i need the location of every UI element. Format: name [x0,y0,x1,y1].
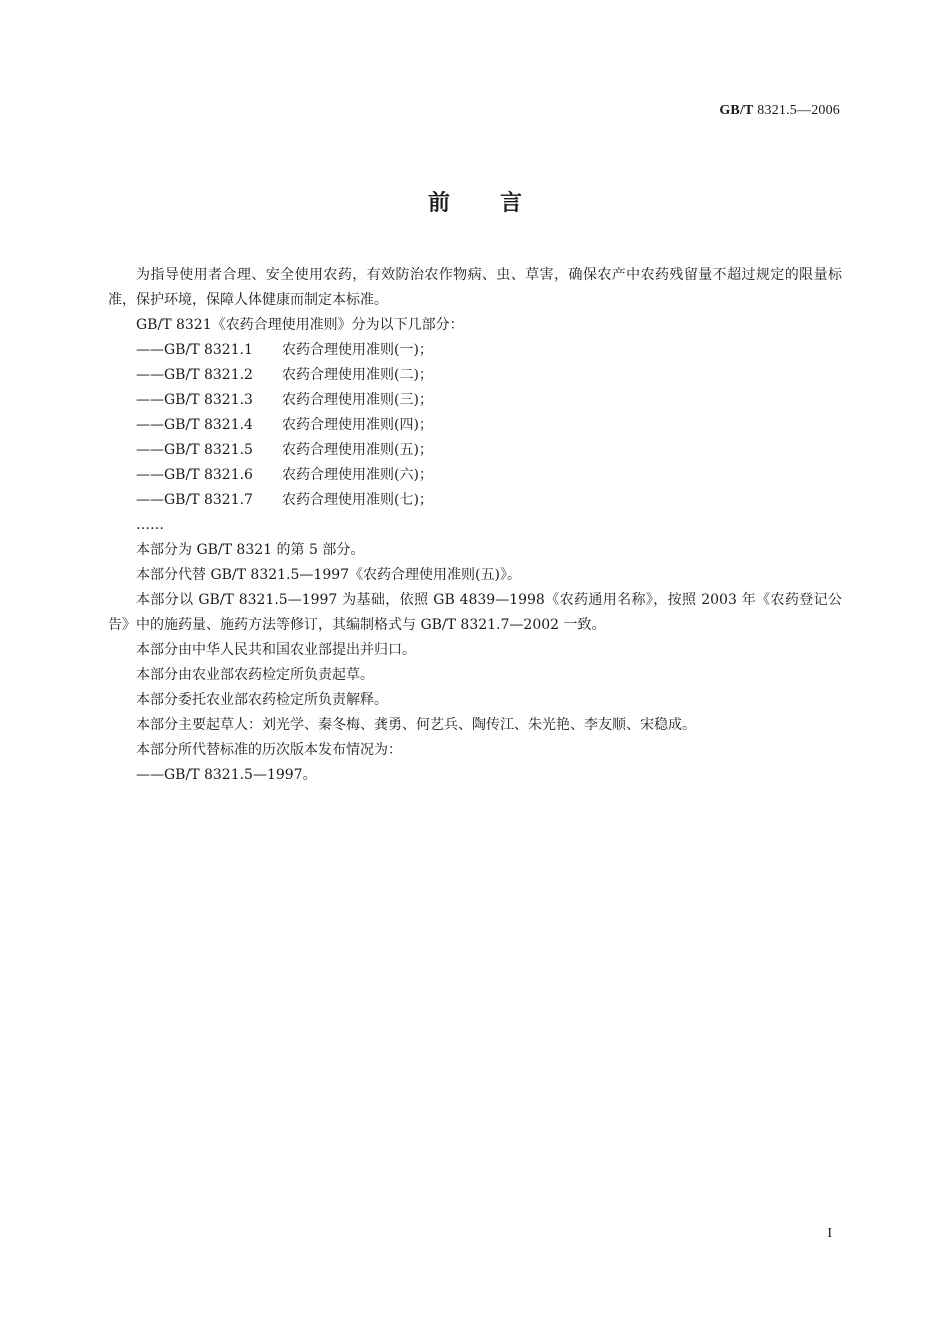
list-item [108,363,842,388]
paragraph-drafters: 本部分主要起草人：刘光学、秦冬梅、龚勇、何艺兵、陶传江、朱光艳、李友顺、宋稳成。 [136,717,696,733]
standard-code-number: 8321.5—2006 [753,103,840,118]
part-code: ——GB/T 8321.2 [136,367,253,383]
list-item [108,463,842,488]
part-code: ——GB/T 8321.3 [136,392,253,408]
list-item [108,388,842,413]
parts-intro: GB/T 8321《农药合理使用准则》分为以下几部分： [136,317,464,333]
part-name: 农药合理使用准则(一)； [282,342,433,358]
paragraph-basis: 本部分以 GB/T 8321.5—1997 为基础，依照 GB 4839—1998《农药通用名称》，按照 2003 年《农药登记公告》中的施药量、施药方法等修订，其编制格式与 GB/T 8321.7—2002 一致。 [108,592,842,633]
part-name: 农药合理使用准则(七)； [282,492,433,508]
history-item: ——GB/T 8321.5—1997。 [136,767,317,783]
part-code: ——GB/T 8321.5 [136,442,253,458]
page-title: 前言 [427,191,572,216]
foreword-body [108,263,842,788]
part-code: ——GB/T 8321.6 [136,467,253,483]
intro-paragraph: 为指导使用者合理、安全使用农药，有效防治农作物病、虫、草害，确保农产中农药残留量不超过规定的限量标准，保护环境，保障人体健康而制定本标准。 [108,267,842,308]
part-name: 农药合理使用准则(二)； [282,367,433,383]
paragraph-history: 本部分所代替标准的历次版本发布情况为： [136,742,402,758]
part-code: ——GB/T 8321.7 [136,492,253,508]
paragraph-part-number: 本部分为 GB/T 8321 的第 5 部分。 [136,542,365,558]
list-item [108,338,842,363]
paragraph-interpreted-by: 本部分委托农业部农药检定所负责解释。 [136,692,388,708]
paragraph-replaces: 本部分代替 GB/T 8321.5—1997《农药合理使用准则(五)》。 [136,567,521,583]
part-code: ——GB/T 8321.4 [136,417,253,433]
standard-code-prefix: GB/T [719,103,754,118]
part-code: ——GB/T 8321.1 [136,342,253,358]
list-item [108,413,842,438]
part-name: 农药合理使用准则(三)； [282,392,433,408]
list-item [108,488,842,513]
paragraph-drafted-by: 本部分由农业部农药检定所负责起草。 [136,667,374,683]
list-item [108,438,842,463]
part-name: 农药合理使用准则(五)； [282,442,433,458]
part-name: 农药合理使用准则(四)； [282,417,433,433]
standard-code [719,103,840,119]
paragraph-proposed-by: 本部分由中华人民共和国农业部提出并归口。 [136,642,416,658]
page-number: I [827,1226,832,1241]
ellipsis: …… [136,517,164,533]
part-name: 农药合理使用准则(六)； [282,467,433,483]
